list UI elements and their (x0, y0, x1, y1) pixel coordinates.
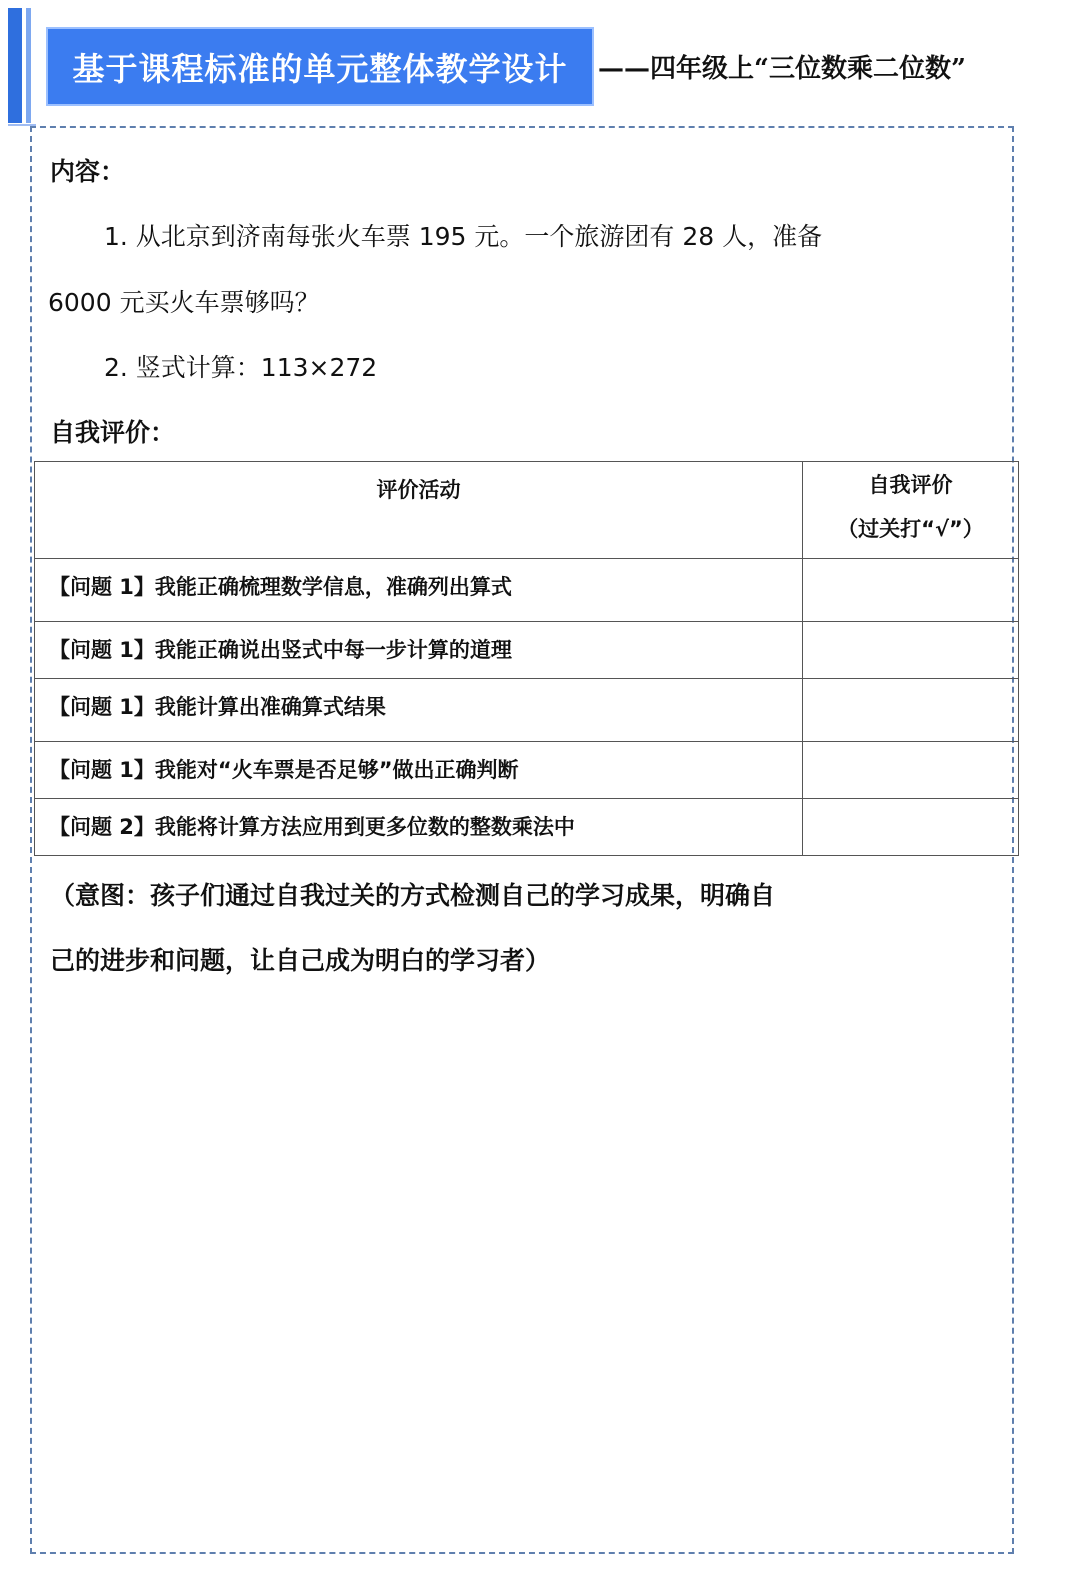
eval-item: 【问题 1】我能计算出准确算式结果 (35, 679, 803, 742)
table-row (35, 799, 1019, 856)
page-title: 基于课程标准的单元整体教学设计 (72, 49, 568, 88)
page-subtitle: ——四年级上“三位数乘二位数” (598, 54, 966, 84)
check-cell[interactable] (803, 622, 1019, 679)
eval-item: 【问题 2】我能将计算方法应用到更多位数的整数乘法中 (35, 799, 803, 856)
eval-item: 【问题 1】我能对“火车票是否足够”做出正确判断 (35, 742, 803, 799)
check-cell[interactable] (803, 742, 1019, 799)
eval-item: 【问题 1】我能正确梳理数学信息，准确列出算式 (35, 559, 803, 622)
accent-bar-light (26, 8, 31, 123)
problem-2: 2. 竖式计算：113×272 (104, 353, 378, 382)
table-row (35, 742, 1019, 799)
content-label: 内容： (50, 157, 126, 186)
problem-1-line-2: 6000 元买火车票够吗？ (48, 288, 320, 317)
table-row (35, 622, 1019, 679)
intent-note-line-1: （意图：孩子们通过自我过关的方式检测自己的学习成果，明确自 (50, 881, 776, 910)
check-cell[interactable] (803, 679, 1019, 742)
table-row (35, 559, 1019, 622)
problem-1-line-1: 1. 从北京到济南每张火车票 195 元。一个旅游团有 28 人，准备 (104, 222, 823, 251)
self-eval-table (34, 461, 1019, 856)
col-header-self-eval-line2: （过关打“√”） (837, 517, 984, 541)
col-header-self-eval-line1: 自我评价 (868, 473, 953, 497)
check-cell[interactable] (803, 559, 1019, 622)
table-header-row (35, 462, 1019, 559)
intent-note-line-2: 己的进步和问题，让自己成为明白的学习者） (50, 946, 551, 975)
col-header-activity: 评价活动 (35, 462, 803, 559)
table-row (35, 679, 1019, 742)
col-header-self-eval (803, 462, 1019, 559)
self-eval-label: 自我评价： (50, 418, 176, 447)
check-cell[interactable] (803, 799, 1019, 856)
title-banner (46, 27, 594, 106)
accent-bar-dark (8, 8, 22, 123)
eval-item: 【问题 1】我能正确说出竖式中每一步计算的道理 (35, 622, 803, 679)
